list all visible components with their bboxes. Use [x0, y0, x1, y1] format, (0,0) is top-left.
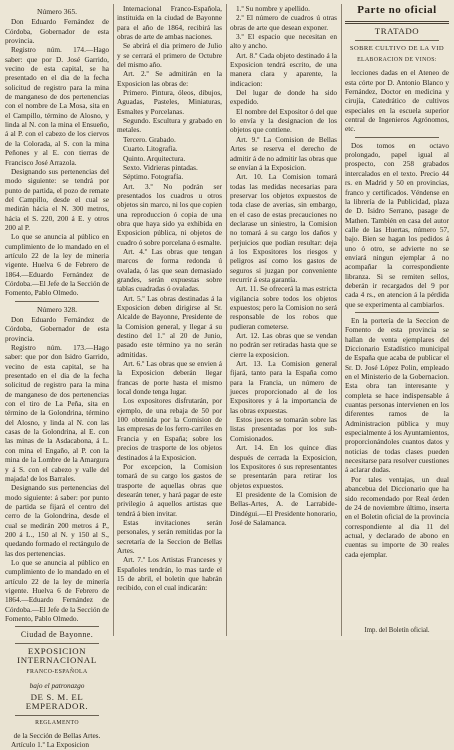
divider: [15, 301, 99, 302]
article-paragraph: Art. 12. Las obras que se vendan no podrán ser retiradas hasta que se cierre la exposicion.: [230, 331, 337, 359]
patron-name: DE S. M. EL EMPERADOR.: [25, 692, 89, 712]
treatise-title: TRATADO: [374, 26, 420, 37]
article-paragraph: El presidente de la Comision de Bellas-Artes, A. de Larrabide-Dindégui.—El Presidente honorario, José de Salamanca.: [230, 489, 337, 527]
article-paragraph: Por excepcion, la Comision tomará de su cargo los gastos de trasporte de aquellas obras que desearán tener, y hará pagar de este privilegio á aquellos artistas que tendrá á bien invitar.: [117, 461, 222, 518]
article-paragraph: Se abrirá el dia primero de Julio y se cerrará el primero de Octubre del mismo año.: [117, 41, 222, 70]
regulation-title: REGLAMENTO: [35, 719, 79, 726]
notice-paragraph: Registro núm. 173.—Hago saber: que por don Isidro Garrido, vecino de esta capital, se ha presentado en el dia de la fecha solicitud de registro para la mina de manganeso de dos pertenencias con el tiro de La Peña, sita en término de la Golondrina, término del Alosno, y linda al N. con las casas de la Golondrina, al E. con las minas de la Asdacabona, á L. con mina el Engaño, al P. con la mina de la Lombre de la Amargura y á S. con el cabezo y valle del majada! de los Barrales.: [5, 343, 109, 483]
article-paragraph: 3.º El espacio que necesitan en alto y ancho.: [230, 32, 337, 51]
article-paragraph: Art. 11. Se ofrecerá la mas estricta vigilancia sobre todos los objetos expuestos; pero la Comision no será responsable de los robos que pudieran cometerse.: [230, 284, 337, 331]
article-paragraph: Del lugar de donde ha sido expedido.: [230, 88, 337, 107]
article-paragraph: Art. 10. La Comision tomará todas las medidas necesarias para preservar los objetos expuestos de toda clase de averias, sin embargo, en el caso de estas precauciones no declarase un siniestro, la Comision no tomará á su cargo los daños y perjuicios que podían resultar: deja á los Expositores los riesgos y peligros así como los gastos de seguros si juzgan por conveniente recurrir á esta garantía.: [230, 172, 337, 284]
exposition-subtitle: FRANCO-ESPAÑOLA: [26, 669, 88, 676]
article-paragraph: Estas invitaciones serán personales, y serán remitidas por la secretaría de la Seccion de Bellas Artes.: [117, 517, 222, 555]
divider: [15, 643, 99, 644]
notice-paragraph: Registro núm. 174.—Hago saber: que por D. José Garrido, vecino de esta capital, se ha presentado en el dia de la fecha solicitud de registro para la mina de manganeso de dos pertenencias con el nombre de La Mosa, sita en el Campillo, término de Alosno, y linda al N. con la mina el Ensueño, á al P. con el cabezo de los ciervos de la Colorada, al S. con la mina Peñones y al E. con tierras de Francisco José Arrazola.: [5, 45, 109, 167]
article-paragraph: Los expositores disfrutarán, por ejemplo, de una rebaja de 50 por 100 obtenida por la Comision de las empresas de los ferro-carriles en Francia y en España; sobre los precios de trasporte de los objetos destinados á la Exposicion.: [117, 396, 222, 462]
column-rule: [113, 4, 114, 636]
article-paragraph: Art. 8.º Cada objeto destinado á la Exposicion tendrá escrito, de una manera clara y aparente, la indicacion:: [230, 50, 337, 88]
notice-paragraph: Don Eduardo Fernández de Córdoba, Gobernador de esta provincia.: [5, 315, 109, 343]
notice-paragraph: Designando sus pertenencias del modo siguiente: se tendrá por punto de partida, el pozo de remate del Campillo, desde el cual se medirán hácia el N. 300 metros, hácia el S. 220, 200 á E. y otros 200 al P.: [5, 166, 109, 232]
exposition-title: EXPOSICION INTERNACIONAL: [17, 645, 97, 666]
column-1: [5, 4, 109, 750]
column-4: [345, 4, 449, 636]
treatise-subtitle: SOBRE CULTIVO DE LA VID: [349, 44, 445, 52]
article-paragraph: Segundo. Escultura y grabado en metales.: [117, 116, 222, 135]
column-rule: [341, 4, 342, 636]
body-paragraph: lecciones dadas en el Ateneo de esta córte por D. Antonio Blanco y Fernández, Doctor en medicina y cirujía, Catedrático de cultivos especiales en la escuela superior central de Ingenieros Agrónomos, etc.: [345, 68, 449, 134]
article-paragraph: Primero. Pintura, óleos, dibujos, Aguadas, Pasteles, Miniaturas, Esmaltes y Porcelanas.: [117, 88, 222, 116]
notice-paragraph: Lo que se anuncia al público en cumplimiento de lo mandado en el artículo 22 de la ley de mineria vigente. Huelva 6 de Febrero de 1864.—Eduardo Fernández de Córdoba.—El Jefe de la Sección de Fomento, Pablo Olmedo.: [5, 232, 109, 298]
article-paragraph: Art. 13. La Comision general fijará, tanto para la España como para la Francia, un número de jueces proporcionado al de los Expositores y á la importancia de las obras expuestas.: [230, 359, 337, 415]
treatise-byline: ELABORACION DE VINOS:: [357, 57, 437, 64]
article-paragraph: Tercero. Grabado.: [123, 134, 176, 144]
article-paragraph: 2.º El número de cuadros ú otras obras de arte que desean exponer.: [230, 13, 337, 32]
article-paragraph: Art. 4.º Las obras que tengan marcos de forma redonda ú ovalada, ó las que sean demasiado grandes, serán expuestas sobre tablas cuadradas ó ovaladas.: [117, 246, 222, 294]
section-heading: Ciudad de Bayonne.: [20, 630, 94, 640]
printer-imprint: Imp. del Boletín oficial.: [364, 627, 430, 634]
notice-paragraph: Don Eduardo Fernández de Córdoba, Gobernador de esta provincia.: [5, 17, 109, 46]
notice-number: Número 365.: [36, 7, 78, 16]
divider: [355, 312, 439, 313]
article-paragraph: Estos jueces se tomarán sobre las listas presentadas por los sub-Comisionados.: [230, 415, 337, 443]
body-paragraph: Por tales ventajas, un dual abancebua del Diccionario que ha sido recomendado por Real órden de 24 de noviembre último, inserta en el Boletin oficial de la provincia correspondiente al dia 11 del actual, y declarado de abono en cuentas su importe de 30 reales cada ejemplar.: [345, 474, 449, 559]
column-2: [117, 4, 222, 636]
article-paragraph: Art. 5.º Las obras destinadas á la Exposicion deben dirigirse al Sr. Alcalde de Bayonne, Presidente de la Comision general, y llegar á su destino del 1.º al 20 de Junio, pasado este término ya no serán admitidas.: [117, 293, 222, 359]
double-rule: [345, 21, 449, 24]
article-paragraph: 1.º Su nombre y apellido.: [236, 4, 311, 13]
notice-number: Número 328.: [36, 304, 78, 314]
divider: [355, 137, 439, 138]
column-rule: [226, 4, 227, 636]
patronage-text: bajo el patronazgo: [29, 680, 85, 690]
article-paragraph: Séptimo. Fotografía.: [123, 172, 184, 182]
article-paragraph: Artículo 1.º La Exposicion: [11, 740, 90, 750]
divider: [15, 715, 99, 716]
column-3: [230, 4, 337, 636]
divider: [15, 626, 99, 627]
body-paragraph: En la portería de la Seccion de Fomento de esta provincia se hallan de venta ejemplares del Diccionario Estadístico municipal de España que acaba de publicar el Sr. D. José López Polin, empleado en el Ministerio de la Gobernacion. Esta obra tan interesante y completa se hace indispensable á cuantas personas intervienen en los diferentes ramos de la Administracion pública y muy especialmente á los Ayuntamientos, proporcionándoles cuantos datos y noticias de todas clases pueden necesitarse para resolver cuestiones á aclarar dudas.: [345, 315, 449, 475]
article-paragraph: Art. 6.º Las obras que se envien á la Exposicion deberán llegar francas de porte hasta el mismo local donde tenga lugar.: [117, 359, 222, 397]
article-paragraph: Art. 14. En los quince dias después de cerrada la Exposicion, los Expositores ó sus representantes se presentarán para retirar los objetos expuestos.: [230, 443, 337, 490]
article-paragraph: Cuarto. Litografía.: [123, 144, 178, 154]
notice-paragraph: Lo que se anuncia al público en cumplimiento de lo mandado en el artículo 22 de la ley de minería vigente. Huelva 6 de Febrero de 1864.—Eduardo Fernández de Córdoba.—El Jefe de la Sección de Fomento, Pablo Olmedo.: [5, 557, 109, 623]
article-paragraph: Sexto. Vidrieras pintadas.: [123, 162, 198, 172]
article-paragraph: Art. 9.º La Comision de Bellas Artes se reserva el derecho de admitir á de no admitir las obras que se envían á la Exposicion.: [230, 134, 337, 172]
article-paragraph: Quinto. Arquitectura.: [123, 153, 186, 163]
regulation-subtitle: de la Sección de Bellas Artes.: [13, 731, 101, 741]
section-header: Parte no oficial: [357, 4, 437, 16]
notice-paragraph: Designando sus pertenencias del modo siguiente: á saber: por punto de partida se fijará el centro del cerro de la Golondrina, desde el cual se medirán 200 metros á P., 200 á L., 150 al N. y 150 al S., quedando formado el rectángulo de las dos pertenencias.: [5, 483, 109, 558]
divider: [355, 40, 439, 41]
article-paragraph: Art. 2.º Se admitirán en la Exposicion las obras de:: [117, 69, 222, 88]
article-paragraph: Art. 7.º Los Artistas Franceses y Españoles tendrán, lo mas tarde el 15 de abril, el boletin que habrán recibido, con el cual indicarán:: [117, 555, 222, 593]
article-paragraph: Internacional Franco-Española, instituida en la ciudad de Bayonne para el año de 1864, recibirá las obras de arte de ambas naciones.: [117, 4, 222, 42]
body-paragraph: Dos tomos en octavo prolongado, papel igual al prospecto, con 258 grabados intercalados en el texto. Precio 44 rs. en Madrid y 50 en provincias, franco y certificados. Véndense en la librería de la Publicidad, plaza de D. Isidro Serrano, pasage de Mathen. También en casa del autor calle de las Huertas, número 57, bajo. Bien se hagan los pedidos á uno ó otro, se advierte no se enviará ningun ejemplar á no acompañar la correspondiente libranza. Si se remiten sellos, deberán ir recargados del 9 por cada 4 rs., en atencion á la pérdida que se experimenta al cambiarlos.: [345, 140, 449, 309]
article-paragraph: El nombre del Expositor ó del que lo envía y la designacion de los objetos que contiene.: [230, 106, 337, 135]
article-paragraph: Art. 3.º No podrán ser presentados los cuadros u otros objetos sin marco, ni los que copien una reproduccion ó copia de una obra que haya sido ya exhibida en Exposicion pública, ni objetos de cuadro ó sobre porcelana ó esmalte.: [117, 181, 222, 247]
